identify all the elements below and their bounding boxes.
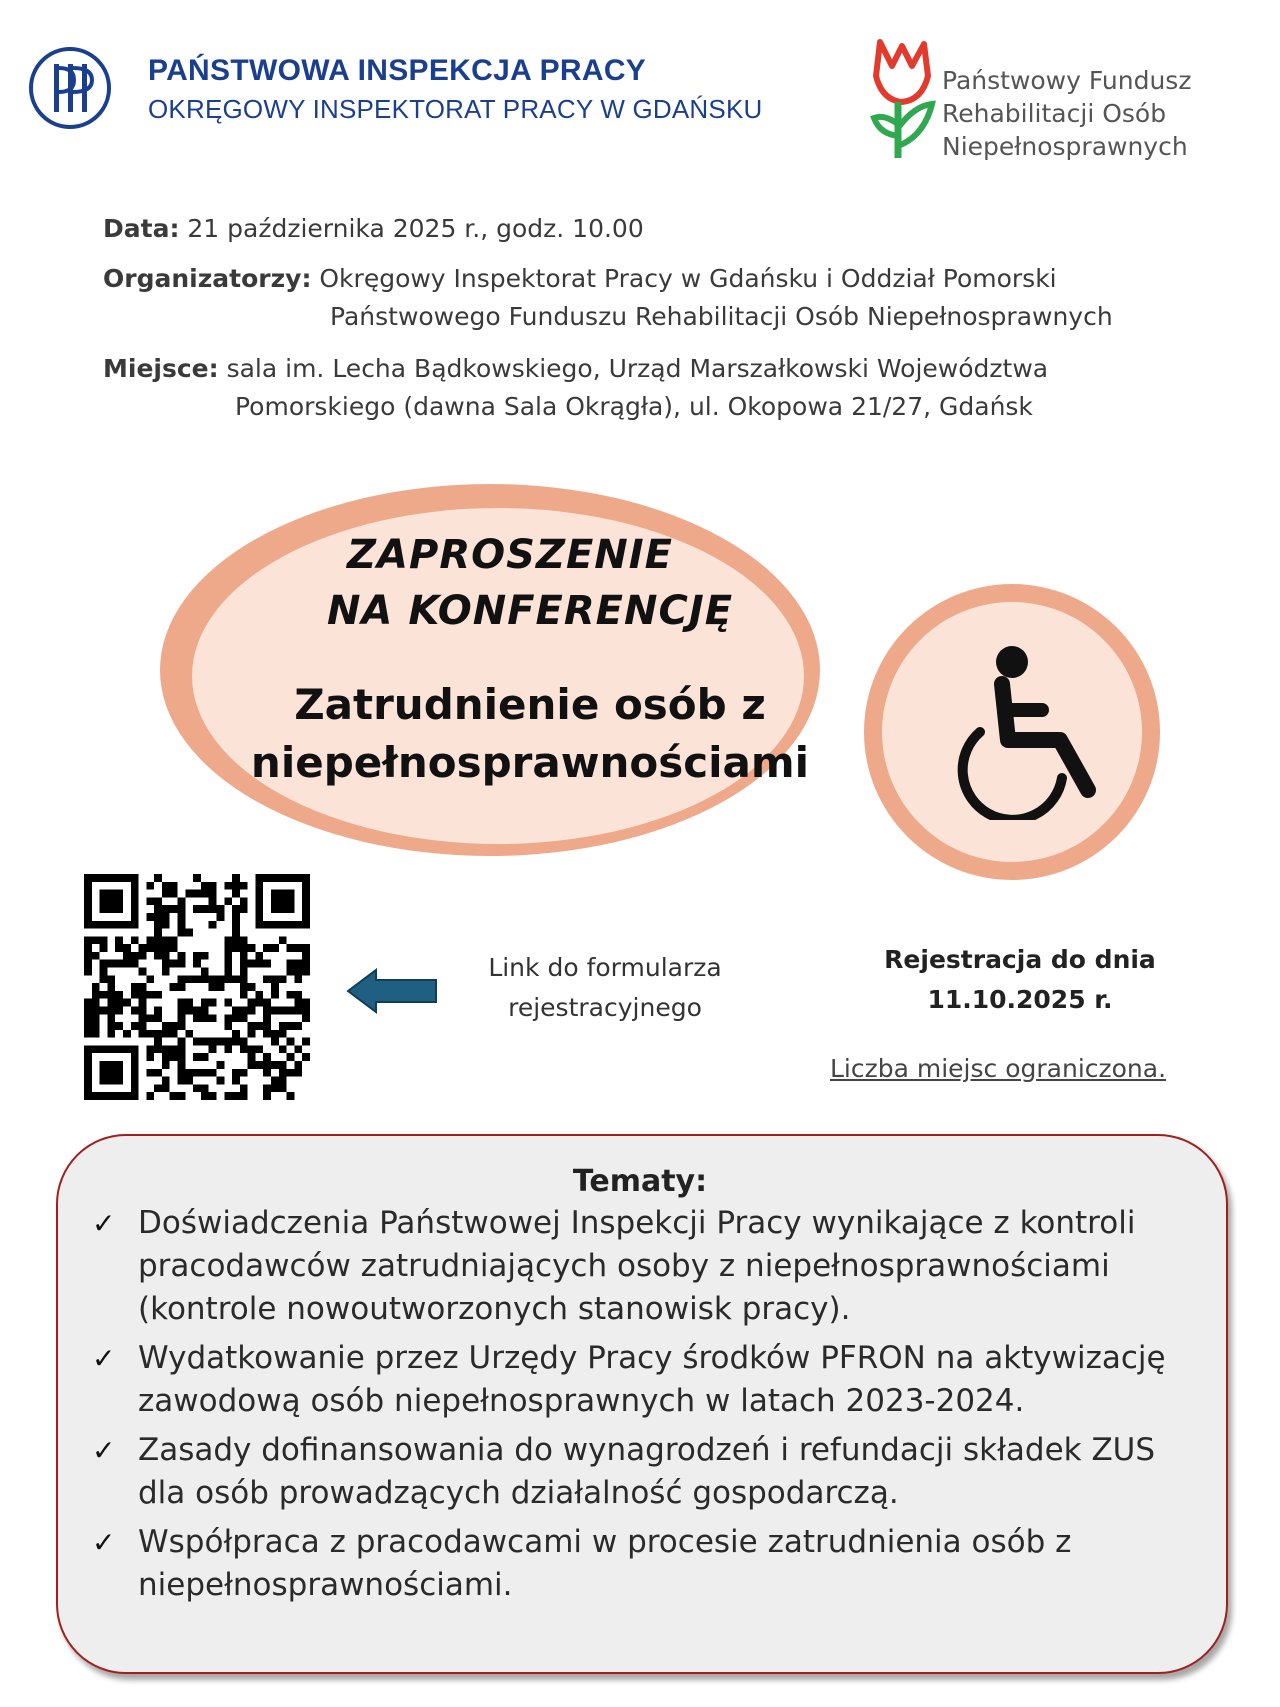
checkmark-icon: ✓ xyxy=(92,1526,116,1559)
checkmark-icon: ✓ xyxy=(92,1434,116,1467)
topic-text: Wydatkowanie przez Urzędy Pracy środków PFRON na aktywizację zawodową osób niepełnosprawnych w latach 2023-2024. xyxy=(138,1340,1166,1419)
topic-item xyxy=(88,1337,1208,1423)
conference-topic: Zatrudnienie osób z xyxy=(294,680,766,729)
event-organizers xyxy=(103,264,1057,293)
link-caption-line: rejestracyjnego xyxy=(508,993,702,1022)
organizers-value-continued: Państwowego Funduszu Rehabilitacji Osób Niepełnosprawnych xyxy=(330,302,1113,331)
invitation-heading: ZAPROSZENIE xyxy=(347,532,673,578)
place-value: sala im. Lecha Bądkowskiego, Urząd Marszałkowski Województwa xyxy=(218,354,1049,383)
pfron-name xyxy=(942,64,1191,163)
pip-title: PAŃSTWOWA INSPEKCJA PRACY xyxy=(148,54,647,87)
topic-item xyxy=(88,1429,1208,1515)
pfron-name-line: Rehabilitacji Osób xyxy=(942,99,1167,128)
date-label: Data: xyxy=(103,214,180,243)
pfron-name-line: Niepełnosprawnych xyxy=(942,132,1188,161)
event-place xyxy=(103,354,1048,383)
date-value: 21 października 2025 r., godz. 10.00 xyxy=(179,214,644,243)
pip-subtitle: OKRĘGOWY INSPEKTORAT PRACY W GDAŃSKU xyxy=(148,94,763,124)
invitation-heading-line2: NA KONFERENCJĘ xyxy=(326,588,734,634)
conference-topic-line2: niepełnosprawnościami xyxy=(250,738,810,787)
registration-link-caption xyxy=(460,948,750,1028)
topics-title: Tematy: xyxy=(572,1164,708,1199)
topic-text: Zasady dofinansowania do wynagrodzeń i refundacji składek ZUS dla osób prowadzących działalność gospodarczą. xyxy=(138,1432,1156,1511)
registration-qr-code[interactable] xyxy=(84,874,310,1100)
place-label: Miejsce: xyxy=(103,354,219,383)
pfron-tulip-logo xyxy=(862,36,942,166)
place-value-continued: Pomorskiego (dawna Sala Okrągła), ul. Okopowa 21/27, Gdańsk xyxy=(235,392,1033,421)
limited-seats-note: Liczba miejsc ograniczona. xyxy=(830,1054,1167,1083)
registration-deadline xyxy=(870,940,1170,1020)
pfron-name-line: Państwowy Fundusz xyxy=(942,66,1192,95)
topic-text: Współpraca z pracodawcami w procesie zatrudnienia osób z niepełnosprawnościami. xyxy=(138,1524,1072,1603)
pip-logo xyxy=(28,46,112,130)
topic-text: Doświadczenia Państwowej Inspekcji Pracy wynikające z kontroli pracodawców zatrudniających osoby z niepełnosprawnościami (kontrole nowoutworzonych stanowisk pracy). xyxy=(138,1205,1136,1327)
topics-list xyxy=(88,1202,1208,1613)
topic-item xyxy=(88,1202,1208,1331)
deadline-line: Rejestracja do dnia xyxy=(884,945,1156,974)
wheelchair-icon xyxy=(950,640,1110,820)
arrow-left-icon xyxy=(346,966,438,1016)
event-date xyxy=(103,214,644,243)
topic-item xyxy=(88,1521,1208,1607)
checkmark-icon: ✓ xyxy=(92,1342,116,1375)
organizers-value: Okręgowy Inspektorat Pracy w Gdańsku i Oddział Pomorski xyxy=(311,264,1057,293)
deadline-line: 11.10.2025 r. xyxy=(927,985,1113,1014)
checkmark-icon: ✓ xyxy=(92,1207,116,1240)
organizers-label: Organizatorzy: xyxy=(103,264,312,293)
link-caption-line: Link do formularza xyxy=(488,953,722,982)
